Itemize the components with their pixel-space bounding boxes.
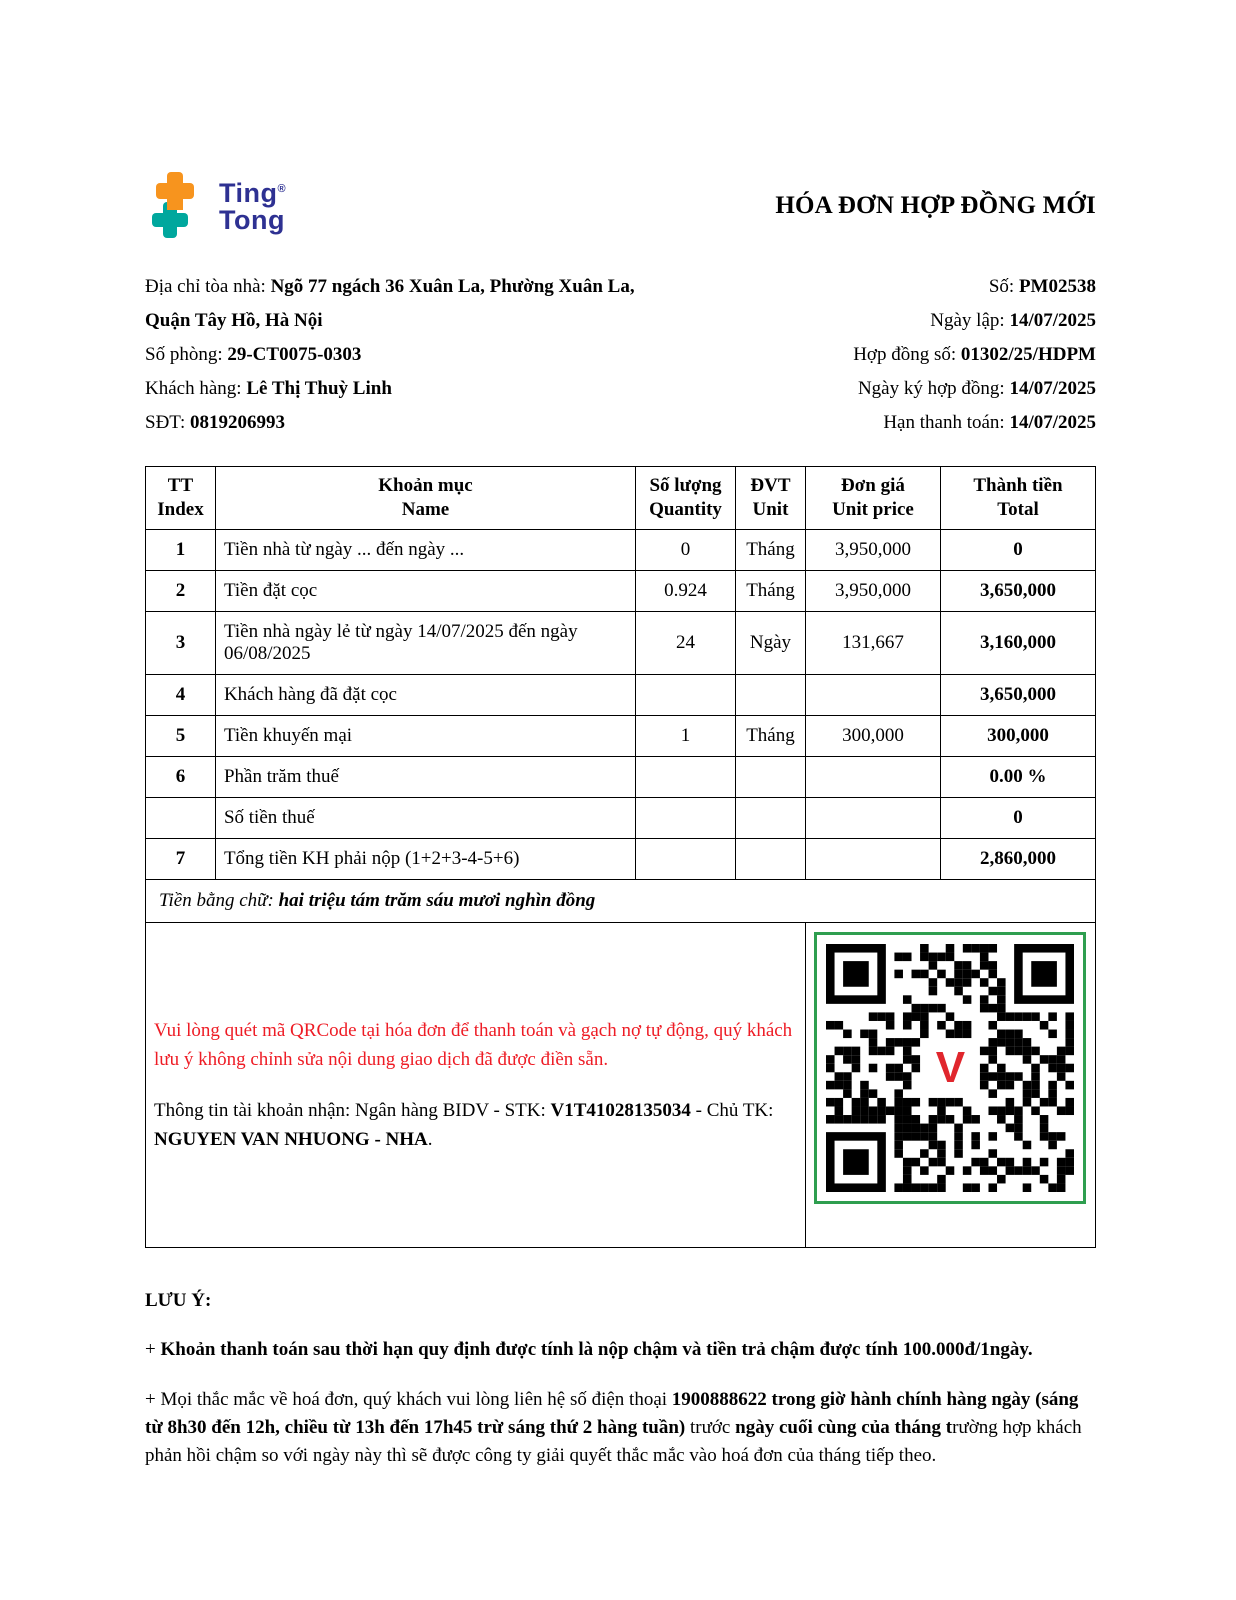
- contract-number-label: Hợp đồng số:: [853, 344, 961, 365]
- cell-unit: [735, 798, 805, 839]
- logo-line1: Ting: [219, 178, 278, 208]
- issue-date-value: 14/07/2025: [1009, 310, 1096, 331]
- notes-section: [145, 1290, 1096, 1470]
- cell-tt: 5: [146, 716, 216, 757]
- cell-name: Khách hàng đã đặt cọc: [215, 675, 635, 716]
- cell-price: [805, 839, 940, 880]
- amount-in-words-row: [146, 880, 1096, 923]
- logo-line2: Tong: [219, 205, 285, 235]
- amount-in-words-cell: [146, 880, 1096, 923]
- cell-tt: 4: [146, 675, 216, 716]
- info-left: [145, 270, 697, 440]
- cell-unit: Tháng: [735, 571, 805, 612]
- cell-qty: 0.924: [636, 571, 736, 612]
- cell-total: 0: [940, 530, 1095, 571]
- cell-name: Tiền khuyến mại: [215, 716, 635, 757]
- payment-due-label: Hạn thanh toán:: [883, 412, 1010, 433]
- cell-total: 0: [940, 798, 1095, 839]
- customer-line: [145, 372, 697, 406]
- cell-total: 3,650,000: [940, 675, 1095, 716]
- note2-part3: rường hợp khách phản hồi chậm so với ngày này thì sẽ được công ty giải quyết thắc mắc vào hoá đơn của tháng tiếp theo.: [145, 1417, 1082, 1466]
- header-qty-vi: Số lượng: [649, 475, 722, 496]
- customer-value: Lê Thị Thuỳ Linh: [246, 378, 392, 399]
- contract-sign-date-line: [716, 372, 1096, 406]
- table-row: [146, 612, 1096, 675]
- cell-tt: 1: [146, 530, 216, 571]
- header-tt-vi: TT: [167, 475, 194, 496]
- room-value: 29-CT0075-0303: [227, 344, 362, 365]
- qr-payment-row: [146, 923, 1096, 1248]
- contract-number-value: 01302/25/HDPM: [960, 344, 1096, 365]
- table-row: [146, 757, 1096, 798]
- account-number: V1T41028135034: [550, 1100, 691, 1121]
- header-qty-en: Quantity: [649, 499, 722, 520]
- cell-price: 300,000: [805, 716, 940, 757]
- cell-unit: [735, 839, 805, 880]
- info-right: [716, 270, 1096, 440]
- header-total-vi: Thành tiền: [973, 475, 1063, 496]
- cell-name: Tiền nhà ngày lẻ từ ngày 14/07/2025 đến ngày 06/08/2025: [215, 612, 635, 675]
- cell-qty: [636, 798, 736, 839]
- note2-bold1: 1900888622 trong giờ hành chính hàng ngày (sáng từ 8h30 đến 12h, chiều từ 13h đến 17h45 trừ sáng thứ 2 hàng tuần): [145, 1389, 1079, 1438]
- room-number-line: [145, 338, 697, 372]
- note-late-payment: [145, 1336, 1096, 1364]
- phone-label: SĐT:: [145, 412, 190, 433]
- note1-prefix: +: [145, 1339, 161, 1360]
- invoice-number-line: [716, 270, 1096, 304]
- header-total: [940, 467, 1095, 530]
- cell-name: Số tiền thuế: [215, 798, 635, 839]
- cell-name: Tiền nhà từ ngày ... đến ngày ...: [215, 530, 635, 571]
- cell-name: Phần trăm thuế: [215, 757, 635, 798]
- cell-tt: 3: [146, 612, 216, 675]
- building-address-line2: [145, 304, 697, 338]
- note-hotline: [145, 1386, 1096, 1470]
- table-header-row: [146, 467, 1096, 530]
- cell-total: 2,860,000: [940, 839, 1095, 880]
- header-tt: [146, 467, 216, 530]
- header-total-en: Total: [997, 499, 1039, 520]
- cell-qty: 24: [636, 612, 736, 675]
- amount-in-words-label: Tiền bằng chữ:: [159, 890, 279, 911]
- cell-unit: Tháng: [735, 716, 805, 757]
- bank-account-info: [154, 1096, 797, 1154]
- header-unit-en: Unit: [752, 499, 789, 520]
- table-row: [146, 839, 1096, 880]
- cell-qty: 0: [636, 530, 736, 571]
- logo-wordmark: [219, 176, 286, 234]
- amount-in-words-value: hai triệu tám trăm sáu mươi nghìn đồng: [278, 890, 596, 911]
- cell-unit: [735, 757, 805, 798]
- cell-unit: [735, 675, 805, 716]
- cell-total: 3,650,000: [940, 571, 1095, 612]
- header: [145, 172, 1096, 238]
- phone-value: 0819206993: [189, 412, 285, 433]
- cell-qty: 1: [636, 716, 736, 757]
- notes-heading: LƯU Ý:: [145, 1290, 212, 1311]
- cell-tt: 6: [146, 757, 216, 798]
- cell-unit: Tháng: [735, 530, 805, 571]
- contract-sign-date-label: Ngày ký hợp đồng:: [857, 378, 1010, 399]
- cell-qty: [636, 839, 736, 880]
- invoice-table: [145, 466, 1096, 1248]
- cell-name: Tiền đặt cọc: [215, 571, 635, 612]
- cell-name: Tổng tiền KH phải nộp (1+2+3-4-5+6): [215, 839, 635, 880]
- invoice-number-label: Số:: [988, 276, 1019, 297]
- header-qty: [636, 467, 736, 530]
- header-price-vi: Đơn giá: [841, 475, 905, 496]
- header-unit-vi: ĐVT: [750, 475, 791, 496]
- account-suffix: .: [427, 1129, 433, 1150]
- customer-label: Khách hàng:: [145, 378, 247, 399]
- cell-price: 3,950,000: [805, 571, 940, 612]
- info-block: [145, 270, 1096, 440]
- address-value-2: Quận Tây Hồ, Hà Nội: [145, 310, 323, 331]
- table-row: [146, 530, 1096, 571]
- invoice-number-value: PM02538: [1018, 276, 1096, 297]
- cell-tt: 7: [146, 839, 216, 880]
- qr-center-logo-icon: V: [924, 1042, 976, 1094]
- qr-code-cell: [805, 923, 1095, 1248]
- registered-mark: ®: [277, 183, 287, 195]
- tingtong-logo: [145, 172, 286, 238]
- room-label: Số phòng:: [145, 344, 228, 365]
- table-row: [146, 716, 1096, 757]
- cell-qty: [636, 675, 736, 716]
- contract-sign-date-value: 14/07/2025: [1009, 378, 1096, 399]
- cell-price: 131,667: [805, 612, 940, 675]
- header-name: [215, 467, 635, 530]
- cell-tt: [146, 798, 216, 839]
- logo-overlap: [167, 202, 183, 210]
- payment-due-line: [716, 406, 1096, 440]
- header-unit: [735, 467, 805, 530]
- qr-warning-text: Vui lòng quét mã QRCode tại hóa đơn để thanh toán và gạch nợ tự động, quý khách lưu ý không chỉnh sửa nội dung giao dịch đã được điền sẵn.: [154, 1020, 793, 1070]
- note1-bold: Khoản thanh toán sau thời hạn quy định được tính là nộp chậm và tiền trả chậm được tính 100.000đ/1ngày.: [160, 1339, 1033, 1360]
- note2-bold2: ngày cuối cùng của tháng t: [735, 1417, 953, 1438]
- invoice-title: HÓA ĐƠN HỢP ĐỒNG MỚI: [775, 192, 1096, 219]
- cell-total: 3,160,000: [940, 612, 1095, 675]
- header-name-en: Name: [401, 499, 450, 520]
- address-label: Địa chỉ tòa nhà:: [145, 276, 271, 297]
- payment-due-value: 14/07/2025: [1009, 412, 1096, 433]
- header-tt-en: Index: [157, 499, 204, 520]
- account-mid: - Chủ TK:: [690, 1100, 774, 1121]
- header-price-en: Unit price: [832, 499, 914, 520]
- account-holder: NGUYEN VAN NHUONG - NHA: [154, 1129, 428, 1150]
- address-value-1: Ngõ 77 ngách 36 Xuân La, Phường Xuân La,: [270, 276, 635, 297]
- cell-price: [805, 798, 940, 839]
- note2-part1: + Mọi thắc mắc về hoá đơn, quý khách vui lòng liên hệ số điện thoại: [145, 1389, 672, 1410]
- header-price: [805, 467, 940, 530]
- qr-instructions: [154, 932, 797, 1238]
- table-row: [146, 798, 1096, 839]
- cell-total: 300,000: [940, 716, 1095, 757]
- issue-date-label: Ngày lập:: [930, 310, 1010, 331]
- contract-number-line: [716, 338, 1096, 372]
- cell-price: 3,950,000: [805, 530, 940, 571]
- account-prefix: Thông tin tài khoản nhận: Ngân hàng BIDV - STK:: [154, 1100, 551, 1121]
- note2-part2: trước: [685, 1417, 736, 1438]
- cell-price: [805, 757, 940, 798]
- cell-unit: Ngày: [735, 612, 805, 675]
- invoice-page: [145, 172, 1096, 1470]
- qr-code: [814, 932, 1086, 1204]
- cell-price: [805, 675, 940, 716]
- issue-date-line: [716, 304, 1096, 338]
- table-row: [146, 571, 1096, 612]
- phone-line: [145, 406, 697, 440]
- header-name-vi: Khoản mục: [378, 475, 473, 496]
- tingtong-logo-icon: [145, 172, 209, 238]
- qr-instructions-cell: [146, 923, 806, 1248]
- cell-qty: [636, 757, 736, 798]
- cell-total: 0.00 %: [940, 757, 1095, 798]
- building-address-line1: [145, 270, 697, 304]
- cell-tt: 2: [146, 571, 216, 612]
- table-row: [146, 675, 1096, 716]
